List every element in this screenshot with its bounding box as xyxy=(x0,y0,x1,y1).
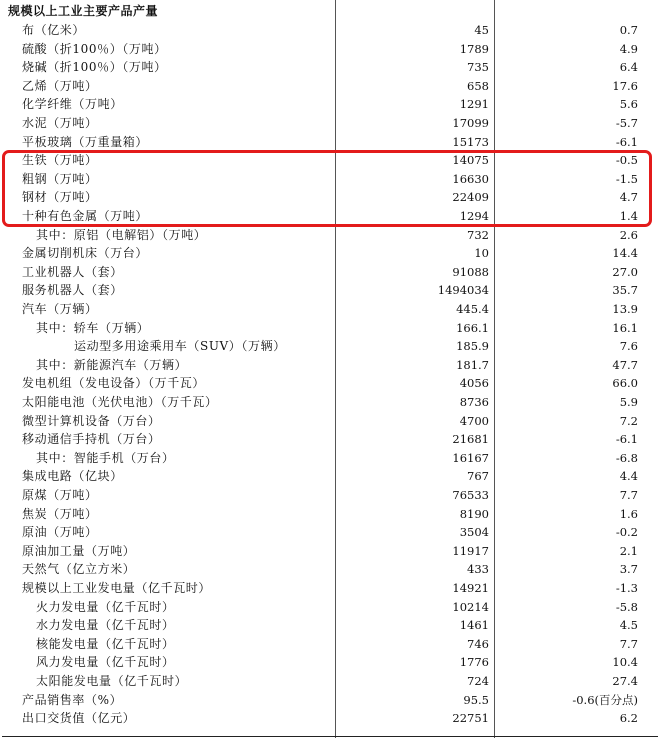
growth-value: -5.7 xyxy=(615,116,638,130)
product-name: 集成电路（亿块） xyxy=(22,469,123,484)
growth-value: 27.4 xyxy=(612,674,638,688)
output-value: 1776 xyxy=(459,655,489,670)
product-name: 天然气（亿立方米） xyxy=(22,562,136,577)
table-row xyxy=(0,709,660,728)
growth-value: -1.3 xyxy=(615,581,638,595)
product-name: 发电机组（发电设备）（万千瓦） xyxy=(22,376,206,391)
table-row xyxy=(0,300,660,319)
table-row xyxy=(0,691,660,710)
table-row xyxy=(0,505,660,524)
table-row xyxy=(0,95,660,114)
product-name: 化学纤维（万吨） xyxy=(22,97,123,112)
table-row xyxy=(0,430,660,449)
output-value: 166.1 xyxy=(456,320,489,335)
product-name: 太阳能发电量（亿千瓦时） xyxy=(36,674,188,688)
output-value: 22409 xyxy=(452,190,489,205)
growth-value: 16.1 xyxy=(612,320,638,335)
product-name: 焦炭（万吨） xyxy=(22,506,98,521)
growth-value: 7.6 xyxy=(619,339,638,354)
growth-value: 13.9 xyxy=(612,302,638,316)
highlight-box xyxy=(2,150,652,227)
growth-value: 7.7 xyxy=(619,488,638,502)
table-row xyxy=(0,542,660,561)
growth-value: 1.4 xyxy=(619,209,638,223)
table-row xyxy=(0,114,660,133)
growth-value: 4.4 xyxy=(619,469,638,484)
table-row xyxy=(0,244,660,263)
table-row xyxy=(0,393,660,412)
table-row xyxy=(0,449,660,468)
output-value: 4056 xyxy=(459,376,489,391)
product-name: 产品销售率（%） xyxy=(22,692,123,707)
product-name: 运动型多用途乘用车（SUV）（万辆） xyxy=(74,339,286,354)
output-value: 10214 xyxy=(452,599,489,614)
growth-value: 2.6 xyxy=(619,227,638,242)
product-name: 移动通信手持机（万台） xyxy=(22,432,161,447)
output-value: 95.5 xyxy=(463,692,489,707)
output-value: 735 xyxy=(467,60,489,75)
output-value: 10 xyxy=(474,246,489,261)
table-row xyxy=(0,467,660,486)
output-value: 445.4 xyxy=(456,302,489,316)
table-title: 规模以上工业主要产品产量 xyxy=(8,4,159,18)
growth-value: 14.4 xyxy=(612,246,638,261)
product-name: 其中：新能源汽车（万辆） xyxy=(36,357,188,372)
table-row xyxy=(0,579,660,598)
output-value: 91088 xyxy=(452,264,489,279)
output-value: 658 xyxy=(467,78,489,93)
growth-value: 4.5 xyxy=(619,618,638,633)
product-name: 其中：智能手机（万台） xyxy=(36,450,175,465)
growth-value: 5.9 xyxy=(619,395,638,409)
product-name: 硫酸（折100％）（万吨） xyxy=(22,41,167,56)
output-value: 14921 xyxy=(452,581,489,595)
table-row xyxy=(0,226,660,245)
table-row xyxy=(0,374,660,393)
product-name: 其中：原铝（电解铝）（万吨） xyxy=(36,227,207,242)
product-name: 风力发电量（亿千瓦时） xyxy=(36,655,175,670)
product-name: 平板玻璃（万重量箱） xyxy=(22,134,149,149)
table-row xyxy=(0,635,660,654)
table-row xyxy=(0,616,660,635)
growth-value: -5.8 xyxy=(615,599,638,614)
product-name: 汽车（万辆） xyxy=(22,302,98,316)
growth-value: -0.2 xyxy=(615,525,638,540)
output-value: 14075 xyxy=(452,153,489,168)
output-value: 45 xyxy=(474,23,489,37)
growth-value: 7.7 xyxy=(619,636,638,651)
output-value: 3504 xyxy=(459,525,489,540)
growth-value: 4.9 xyxy=(619,41,638,56)
growth-value: 4.7 xyxy=(619,190,638,205)
table-row xyxy=(0,653,660,672)
output-value: 76533 xyxy=(452,488,489,502)
output-value: 433 xyxy=(467,562,489,577)
growth-value: 6.4 xyxy=(619,60,638,75)
product-name: 规模以上工业发电量（亿千瓦时） xyxy=(22,581,212,595)
output-value: 16630 xyxy=(452,171,489,186)
growth-value: 17.6 xyxy=(612,78,638,93)
output-value: 181.7 xyxy=(456,357,489,372)
table-row xyxy=(0,263,660,282)
output-value: 1461 xyxy=(459,618,489,633)
growth-value: 5.6 xyxy=(619,97,638,112)
table-row xyxy=(0,560,660,579)
growth-value: 2.1 xyxy=(619,543,638,558)
product-name: 原油（万吨） xyxy=(22,525,98,540)
output-value: 15173 xyxy=(452,134,489,149)
product-name: 核能发电量（亿千瓦时） xyxy=(36,636,175,651)
table-row xyxy=(0,412,660,431)
growth-value: -6.1 xyxy=(615,432,638,447)
product-name: 乙烯（万吨） xyxy=(22,78,98,93)
growth-value: 47.7 xyxy=(612,357,638,372)
growth-value: 1.6 xyxy=(619,506,638,521)
growth-value: 3.7 xyxy=(619,562,638,577)
output-value: 1294 xyxy=(459,209,489,223)
output-value: 22751 xyxy=(452,711,489,726)
growth-value: -0.5 xyxy=(615,153,638,168)
output-value: 17099 xyxy=(452,116,489,130)
product-name: 服务机器人（套） xyxy=(22,283,123,298)
table-row xyxy=(0,523,660,542)
growth-value: 66.0 xyxy=(612,376,638,391)
product-name: 出口交货值（亿元） xyxy=(22,711,136,726)
table-row xyxy=(0,40,660,59)
product-name: 原煤（万吨） xyxy=(22,488,98,502)
table-row xyxy=(0,356,660,375)
table-row xyxy=(0,598,660,617)
output-value: 11917 xyxy=(452,543,489,558)
output-value: 185.9 xyxy=(456,339,489,354)
growth-value: 6.2 xyxy=(619,711,638,726)
output-value: 1291 xyxy=(459,97,489,112)
growth-value: 27.0 xyxy=(612,264,638,279)
product-name: 烧碱（折100％）（万吨） xyxy=(22,60,167,75)
growth-value: -6.1 xyxy=(615,134,638,149)
output-value: 8736 xyxy=(459,395,489,409)
product-name: 工业机器人（套） xyxy=(22,264,123,279)
product-name: 微型计算机设备（万台） xyxy=(22,413,161,428)
product-name: 太阳能电池（光伏电池）（万千瓦） xyxy=(22,395,218,409)
table-row xyxy=(0,486,660,505)
table-bottom-border xyxy=(2,736,658,737)
table-row xyxy=(0,77,660,96)
product-name: 粗钢（万吨） xyxy=(22,171,98,186)
growth-value: 0.7 xyxy=(619,23,638,37)
product-name: 火力发电量（亿千瓦时） xyxy=(36,599,175,614)
product-name: 钢材（万吨） xyxy=(22,190,98,205)
growth-value: -1.5 xyxy=(615,171,638,186)
output-value: 4700 xyxy=(459,413,489,428)
table-row xyxy=(0,337,660,356)
output-value: 16167 xyxy=(452,450,489,465)
output-value: 21681 xyxy=(452,432,489,447)
table-row xyxy=(0,319,660,338)
output-value: 732 xyxy=(467,227,489,242)
table-row xyxy=(0,133,660,152)
growth-value: 35.7 xyxy=(612,283,638,298)
growth-value: -6.8 xyxy=(615,450,638,465)
table-row xyxy=(0,58,660,77)
growth-value: 10.4 xyxy=(612,655,638,670)
output-value: 767 xyxy=(467,469,489,484)
output-value: 8190 xyxy=(459,506,489,521)
output-value: 1494034 xyxy=(437,283,489,298)
product-name: 金属切削机床（万台） xyxy=(22,246,149,261)
table-row xyxy=(0,21,660,40)
growth-value: -0.6(百分点) xyxy=(572,692,638,707)
output-value: 1789 xyxy=(459,41,489,56)
product-name: 水力发电量（亿千瓦时） xyxy=(36,618,175,633)
output-value: 724 xyxy=(467,674,489,688)
product-name: 原油加工量（万吨） xyxy=(22,543,136,558)
product-name: 水泥（万吨） xyxy=(22,116,98,130)
table-row xyxy=(0,672,660,691)
product-name: 生铁（万吨） xyxy=(22,153,98,168)
product-name: 其中：轿车（万辆） xyxy=(36,320,150,335)
growth-value: 7.2 xyxy=(619,413,638,428)
product-name: 十种有色金属（万吨） xyxy=(22,209,149,223)
output-value: 746 xyxy=(467,636,489,651)
table-row xyxy=(0,281,660,300)
product-name: 布（亿米） xyxy=(22,23,86,37)
